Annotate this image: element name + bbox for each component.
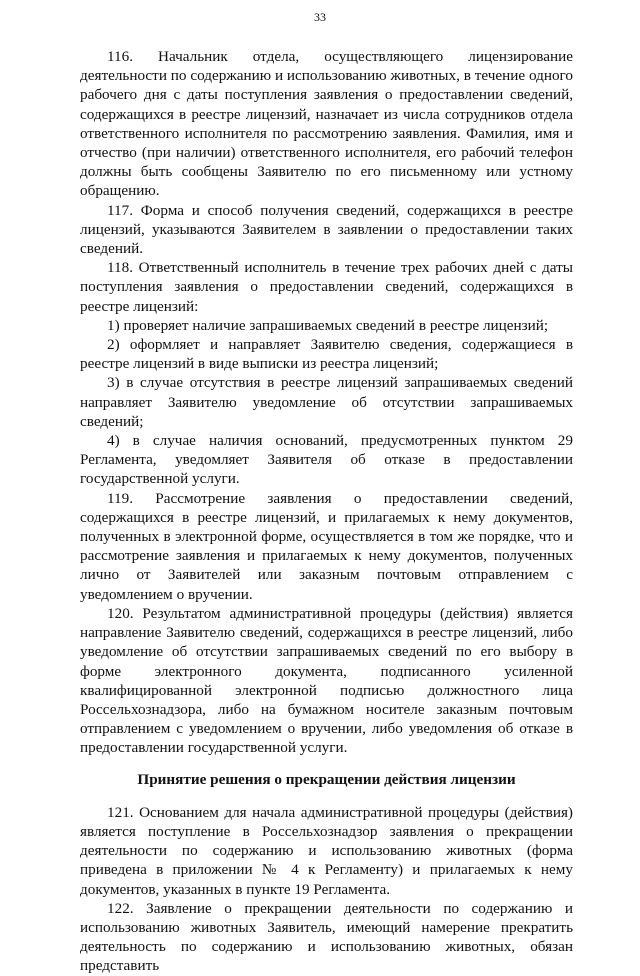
paragraph-118: 118. Ответственный исполнитель в течение трех рабочих дней с даты поступления заявления о предоставлении сведений, содержащихся в реестре лицензий: (80, 259, 573, 315)
paragraph-120: 120. Результатом административной процедуры (действия) является направление Заявителю сведений, содержащихся в реестре лицензий, либо уведомление об отсутствии запрашиваемых сведений по его выбору в форме электронного документа, подписанного усиленной квалифицированной электронной подписью должностного лица Россельхознадзора, либо на бумажном носителе заказным почтовым отправлением с уведомлением о вручении, либо уведомления об отказе в предоставлении государственной услуги. (80, 604, 573, 757)
paragraph-119: 119. Рассмотрение заявления о предоставлении сведений, содержащихся в реестре лицензий, и прилагаемых к нему документов, полученных в электронной форме, осуществляется в том же порядке, что и рассмотрение заявления и прилагаемых к нему документов, полученных лично от Заявителей или заказным почтовым отправлением с уведомлением о вручении. (80, 489, 573, 603)
paragraph-116: 116. Начальник отдела, осуществляющего лицензирование деятельности по содержанию и использованию животных, в течение одного рабочего дня с даты поступления заявления о предоставлении сведений, содержащихся в реестре лицензий, назначает из числа сотрудников отдела ответственного исполнителя по рассмотрению заявления. Фамилия, имя и отчество (при наличии) ответственного исполнителя, его рабочий телефон должны быть сообщены Заявителю по его письменному или устному обращению. (80, 48, 573, 200)
paragraph-117: 117. Форма и способ получения сведений, содержащихся в реестре лицензий, указываются Заявителем в заявлении о предоставлении таких сведений. (80, 201, 573, 258)
document-body (80, 47, 573, 976)
list-item-1: 1) проверяет наличие запрашиваемых сведений в реестре лицензий; (107, 316, 549, 334)
paragraph-122: 122. Заявление о прекращении деятельности по содержанию и использованию животных Заявитель, имеющий намерение прекратить деятельность по содержанию и использованию животных, обязан представить (80, 899, 573, 975)
section-heading: Принятие решения о прекращении действия лицензии (137, 770, 516, 788)
list-item-4: 4) в случае наличия оснований, предусмотренных пунктом 29 Регламента, уведомляет Заявителя об отказе в предоставлении государственной услуги. (80, 432, 573, 488)
list-item-3: 3) в случае отсутствия в реестре лицензий запрашиваемых сведений направляет Заявителю уведомление об отсутствии запрашиваемых сведений; (80, 374, 573, 430)
page-number: 33 (314, 10, 326, 24)
paragraph-121: 121. Основанием для начала административной процедуры (действия) является поступление в Россельхознадзор заявления о прекращении деятельности по содержанию и использованию животных (форма приведена в приложении № 4 к Регламенту) и прилагаемых к нему документов, указанных в пункте 19 Регламента. (80, 803, 573, 898)
list-item-2: 2) оформляет и направляет Заявителю сведения, содержащиеся в реестре лицензий в виде выписки из реестра лицензий; (80, 336, 573, 373)
